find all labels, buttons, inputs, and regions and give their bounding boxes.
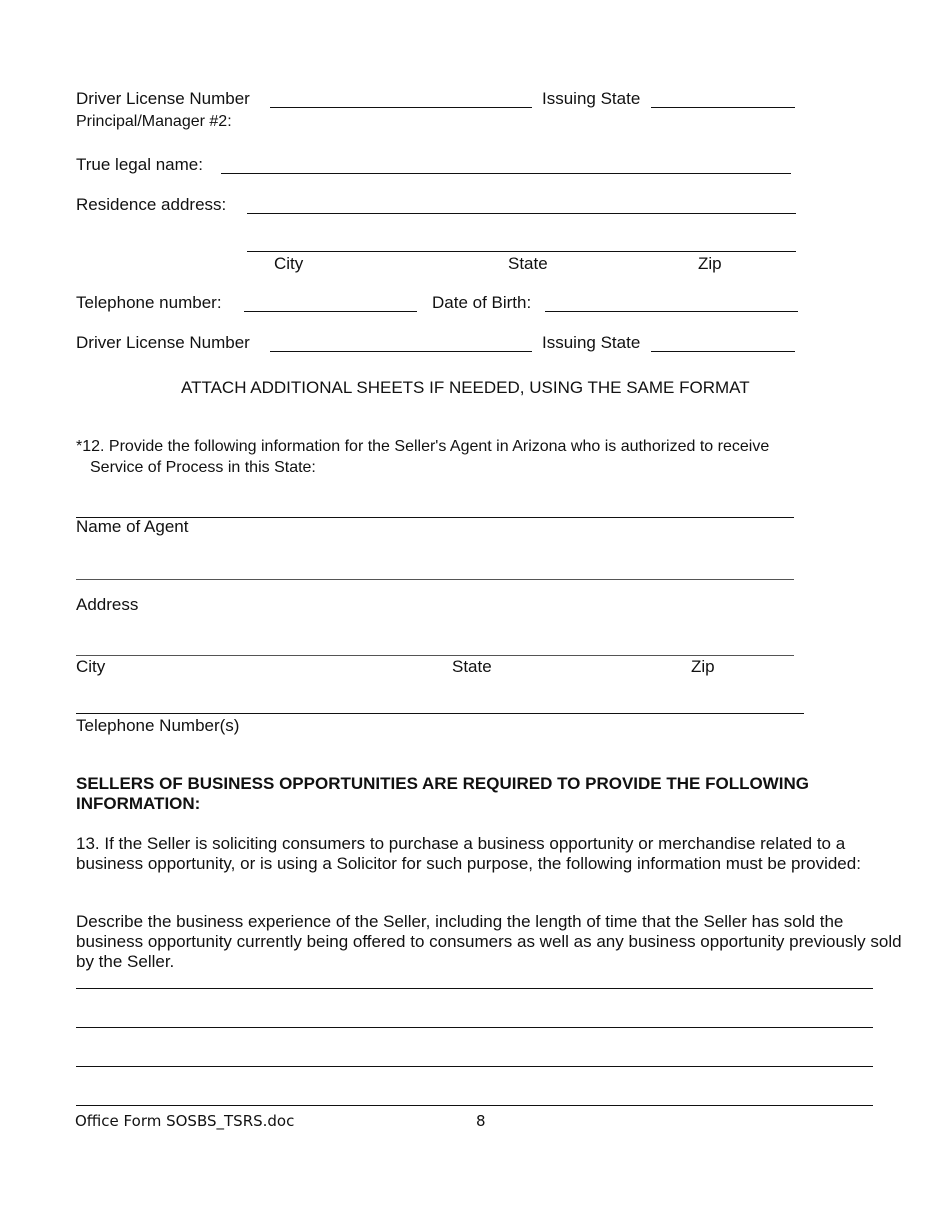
footer-form-name: Office Form SOSBS_TSRS.doc	[75, 1112, 295, 1130]
q13-describe: Describe the business experience of the Seller, including the length of time that the Seller has sold the business opportunity currently being offered to consumers as well as any business opportunity previously sold by the Seller.	[76, 912, 902, 971]
q12-line2: Service of Process in this State:	[90, 459, 316, 476]
answer-line-1[interactable]	[76, 988, 873, 989]
residence-field[interactable]	[247, 213, 796, 214]
legal-name-label: True legal name:	[76, 155, 203, 174]
answer-line-3[interactable]	[76, 1066, 873, 1067]
agent-city-label: City	[76, 657, 106, 676]
state-label: State	[508, 254, 548, 273]
answer-line-2[interactable]	[76, 1027, 873, 1028]
agent-zip-label: Zip	[691, 657, 715, 676]
dl-label: Driver License Number	[76, 333, 250, 352]
city-label: City	[274, 254, 304, 273]
dl-field[interactable]	[270, 351, 532, 352]
dl-label-top: Driver License Number	[76, 89, 250, 108]
agent-address-field[interactable]	[76, 579, 794, 580]
agent-city-state-zip-field[interactable]	[76, 655, 794, 656]
section-heading: SELLERS OF BUSINESS OPPORTUNITIES ARE REQUIRED TO PROVIDE THE FOLLOWING INFORMATION:	[76, 774, 809, 813]
telephone-label: Telephone number:	[76, 293, 222, 312]
footer-page-number: 8	[476, 1112, 486, 1130]
dob-label: Date of Birth:	[432, 293, 532, 312]
agent-state-label: State	[452, 657, 492, 676]
issuing-state-label: Issuing State	[542, 333, 641, 352]
answer-line-4[interactable]	[76, 1105, 873, 1106]
agent-telephone-label: Telephone Number(s)	[76, 716, 240, 735]
attach-note: ATTACH ADDITIONAL SHEETS IF NEEDED, USING THE SAME FORMAT	[181, 378, 750, 397]
issuing-state-label-top: Issuing State	[542, 89, 641, 108]
agent-address-label: Address	[76, 595, 139, 614]
zip-label: Zip	[698, 254, 722, 273]
agent-name-label: Name of Agent	[76, 517, 189, 536]
issuing-state-field-top[interactable]	[651, 107, 795, 108]
principal-manager-2-label: Principal/Manager #2:	[76, 113, 232, 130]
residence-label: Residence address:	[76, 195, 227, 214]
city-state-zip-field[interactable]	[247, 251, 796, 252]
q13-intro: 13. If the Seller is soliciting consumers to purchase a business opportunity or merchandise related to a business opportunity, or is using a Solicitor for such purpose, the following information must be provided:	[76, 834, 861, 873]
dob-field[interactable]	[545, 311, 798, 312]
issuing-state-field[interactable]	[651, 351, 795, 352]
q12-line1: *12. Provide the following information for the Seller's Agent in Arizona who is authorized to receive	[76, 438, 770, 455]
dl-field-top[interactable]	[270, 107, 532, 108]
telephone-field[interactable]	[244, 311, 417, 312]
legal-name-field[interactable]	[221, 173, 791, 174]
agent-telephone-field[interactable]	[76, 713, 804, 714]
